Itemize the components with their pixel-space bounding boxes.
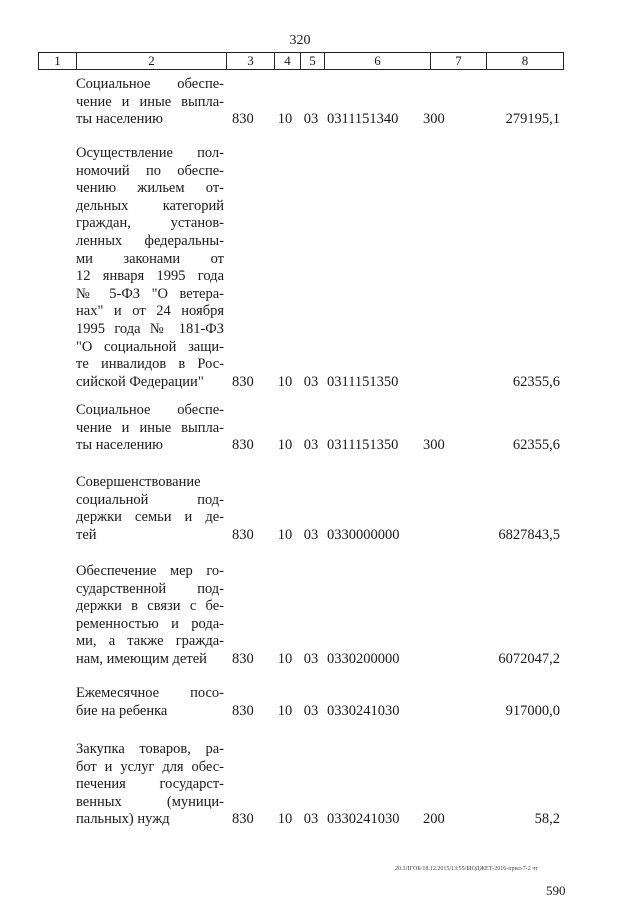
page-number: 320 [289, 33, 311, 48]
row-name [76, 145, 224, 391]
row-name-line: чение и иные выпла- [76, 419, 224, 436]
cell-col-6: 0330200000 [327, 651, 400, 667]
row-name-line: бот и услуг для обес- [76, 758, 224, 775]
header-col-2: 2 [77, 53, 227, 69]
cell-col-6: 0330241030 [327, 811, 400, 828]
cell-col-6: 0330241030 [327, 702, 400, 719]
cell-col-8: 58,2 [534, 811, 560, 828]
cell-col-6: 0330000000 [327, 526, 400, 543]
table-header [38, 52, 564, 70]
cell-col-4: 10 [277, 702, 293, 719]
row-name-line: держки семьи и де- [76, 509, 224, 526]
cell-col-8: 62355,6 [512, 437, 560, 454]
header-col-3: 3 [227, 53, 275, 69]
row-name-line: тей [76, 526, 97, 543]
row-name-line: ты населению [76, 111, 163, 128]
cell-col-4: 10 [277, 111, 293, 128]
row-name-line: социальной под- [76, 491, 224, 508]
row-name-line: нах" и от 24 ноября [76, 303, 224, 320]
row-name-line: 1995 года № 181-ФЗ [76, 320, 224, 337]
row-name-line: номочий по обеспе- [76, 162, 224, 179]
cell-col-3: 830 [232, 651, 254, 667]
cell-col-8: 6827843,5 [498, 526, 560, 543]
row-name [76, 685, 224, 720]
row-name-line: Совершенствование [76, 474, 201, 490]
row-name [76, 563, 224, 669]
row-name-line: Обеспечение мер го- [76, 563, 224, 579]
row-name-line: венных (муници- [76, 793, 224, 810]
row-name-line: чение и иные выпла- [76, 93, 224, 110]
row-name-line: № 5-ФЗ "О ветера- [76, 285, 224, 302]
row-name [76, 474, 224, 544]
cell-col-4: 10 [277, 526, 293, 543]
header-col-8: 8 [521, 53, 529, 68]
cell-col-6: 0311151350 [327, 373, 399, 390]
row-name-line: бие на ребенка [76, 702, 168, 719]
row-name-line: ми законами от [76, 250, 224, 267]
cell-col-8: 279195,1 [505, 111, 560, 128]
row-name-line: чению жильем от- [76, 180, 224, 197]
row-name-line: Ежемесячное посо- [76, 685, 224, 701]
cell-col-5: 03 [303, 437, 319, 454]
cell-col-4: 10 [277, 651, 293, 667]
cell-col-5: 03 [303, 702, 319, 719]
row-name-line: держки в связи с бе- [76, 598, 224, 615]
row-name-line: пальных) нужд [76, 811, 170, 828]
cell-col-8: 62355,6 [512, 373, 560, 390]
cell-col-7: 200 [423, 811, 445, 828]
cell-col-5: 03 [303, 526, 319, 543]
cell-col-6: 0311151350 [327, 437, 399, 454]
cell-col-3: 830 [232, 373, 254, 390]
row-name [76, 741, 224, 829]
cell-col-4: 10 [277, 373, 293, 390]
header-col-5: 5 [301, 53, 325, 69]
cell-col-5: 03 [303, 373, 319, 390]
row-name-line: Социальное обеспе- [76, 402, 224, 418]
cell-col-5: 03 [303, 811, 319, 828]
row-name-line: Социальное обеспе- [76, 76, 224, 92]
row-name-line: ми, а также гражда- [76, 633, 224, 650]
row-name-line: печения государст- [76, 776, 224, 793]
cell-col-6: 0311151340 [327, 111, 399, 128]
row-name-line: те инвалидов в Рос- [76, 356, 224, 373]
cell-col-4: 10 [277, 811, 293, 828]
row-name-line: дельных категорий [76, 197, 224, 214]
cell-col-4: 10 [277, 437, 293, 454]
row-name-line: Закупка товаров, ра- [76, 741, 224, 757]
row-name-line: ременностью и рода- [76, 615, 224, 632]
row-name [76, 76, 224, 129]
row-name-line: сийской Федерации" [76, 373, 204, 390]
row-name-line: ты населению [76, 437, 163, 454]
cell-col-5: 03 [303, 111, 319, 128]
cell-col-3: 830 [232, 526, 254, 543]
row-name-line: ленных федеральны- [76, 232, 224, 249]
cell-col-8: 6072047,2 [498, 651, 560, 667]
cell-col-3: 830 [232, 811, 254, 828]
header-col-4: 4 [275, 53, 301, 69]
row-name [76, 402, 224, 455]
cell-col-3: 830 [232, 437, 254, 454]
footer-stamp: 20.3ЛГОБ/18.12.2015/13:55/БЮДЖЕТ-2016-прил-7-2 чт [395, 866, 538, 872]
cell-col-8: 917000,0 [505, 702, 560, 719]
row-name-line: Осуществление пол- [76, 145, 224, 161]
header-col-6: 6 [325, 53, 431, 69]
cell-col-3: 830 [232, 702, 254, 719]
cell-col-5: 03 [303, 651, 319, 667]
row-name-line: сударственной под- [76, 580, 224, 597]
header-col-7: 7 [431, 53, 487, 69]
header-col-1: 1 [39, 53, 77, 69]
row-name-line: 12 января 1995 года [76, 268, 224, 285]
row-name-line: "О социальной защи- [76, 338, 224, 355]
cell-col-3: 830 [232, 111, 254, 128]
cell-col-7: 300 [423, 437, 445, 454]
footer-page-number: 590 [546, 883, 566, 898]
row-name-line: граждан, установ- [76, 215, 224, 232]
row-name-line: нам, имеющим детей [76, 650, 207, 667]
cell-col-7: 300 [423, 111, 445, 128]
